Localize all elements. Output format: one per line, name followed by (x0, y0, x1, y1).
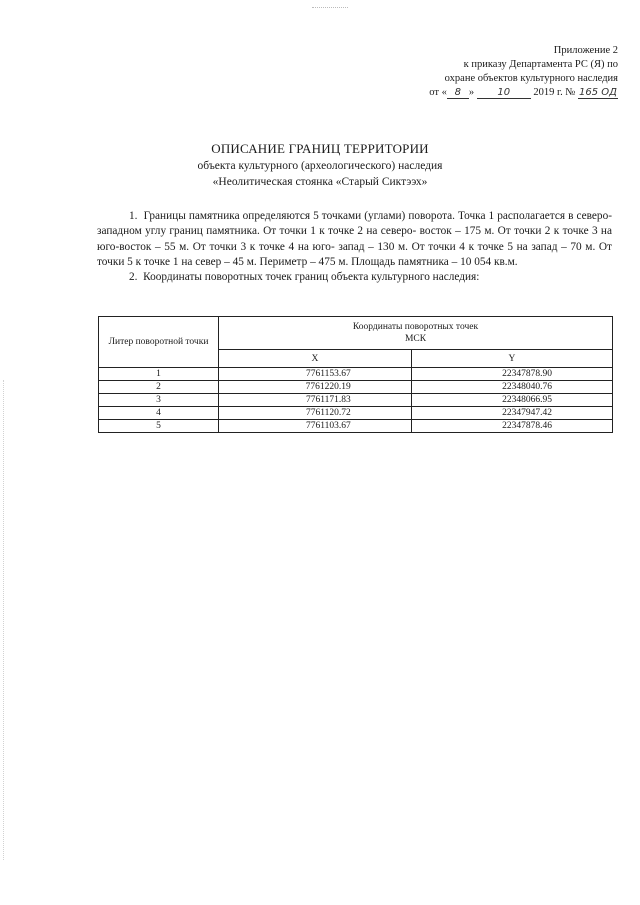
cell-x: 7761220.19 (219, 381, 412, 394)
cell-point: 4 (99, 407, 219, 420)
table-row (99, 368, 613, 381)
cell-y: 22348066.95 (411, 394, 612, 407)
scan-artifact (312, 7, 348, 11)
title-object-name: «Неолитическая стоянка «Старый Сиктээх» (212, 176, 428, 188)
cell-y: 22348040.76 (411, 381, 612, 394)
header-point-label (99, 317, 219, 368)
coordinates-table (98, 316, 613, 433)
annex-date-line (358, 86, 618, 100)
cell-x: 7761171.83 (219, 394, 412, 407)
annex-title: Приложение 2 (553, 45, 618, 56)
cell-x: 7761153.67 (219, 368, 412, 381)
paragraph-boundaries: 1. Границы памятника определяются 5 точками (углами) поворота. Точка 1 располагается в северо-западном углу границ памятника. От точки 1 к точке 2 на северо- восток – 175 м. От точки 2 к точке 3 на юго-восток – 55 м. От точки 3 к точке 4 на юго- запад – 130 м. От точки 4 к точке 5 на запад – 70 м. От точки 5 к точке 1 на север – 45 м. Периметр – 475 м. Площадь памятника – 10 054 кв.м. (97, 210, 612, 268)
annex-order-ref: к приказу Департамента РС (Я) по (463, 59, 618, 70)
cell-y: 22347878.90 (411, 368, 612, 381)
cell-x: 7761120.72 (219, 407, 412, 420)
cell-point: 2 (99, 381, 219, 394)
annex-header (358, 44, 618, 100)
header-x: X (219, 350, 412, 368)
header-coords-title: Координаты поворотных точек (352, 322, 479, 333)
table-row (99, 420, 613, 433)
title-object-type: объекта культурного (археологического) наследия (197, 160, 443, 172)
body-text (97, 209, 612, 285)
order-number: 165 ОД (579, 87, 617, 98)
title-main: ОПИСАНИЕ ГРАНИЦ ТЕРРИТОРИИ (211, 141, 429, 156)
document-title (100, 140, 540, 190)
table-row (99, 394, 613, 407)
scan-margin-artifact (3, 380, 5, 860)
date-day: 8 (447, 87, 469, 99)
header-point-label-text: Литер поворотной точки (108, 337, 209, 347)
date-year-no: 2019 г. № (533, 87, 576, 98)
cell-point: 1 (99, 368, 219, 381)
header-coords-system: МСК (404, 334, 427, 345)
table-row (99, 381, 613, 394)
header-y: Y (411, 350, 612, 368)
date-month: 10 (477, 87, 531, 99)
cell-y: 22347878.46 (411, 420, 612, 433)
cell-point: 5 (99, 420, 219, 433)
header-coords-group (219, 317, 613, 350)
table-row (99, 407, 613, 420)
paragraph-coordinates-intro: 2. Координаты поворотных точек границ объекта культурного наследия: (129, 271, 480, 284)
date-sep: » (468, 87, 475, 98)
cell-y: 22347947.42 (411, 407, 612, 420)
date-prefix: от « (429, 87, 447, 98)
cell-x: 7761103.67 (219, 420, 412, 433)
cell-point: 3 (99, 394, 219, 407)
annex-order-ref-2: охране объектов культурного наследия (444, 73, 618, 84)
